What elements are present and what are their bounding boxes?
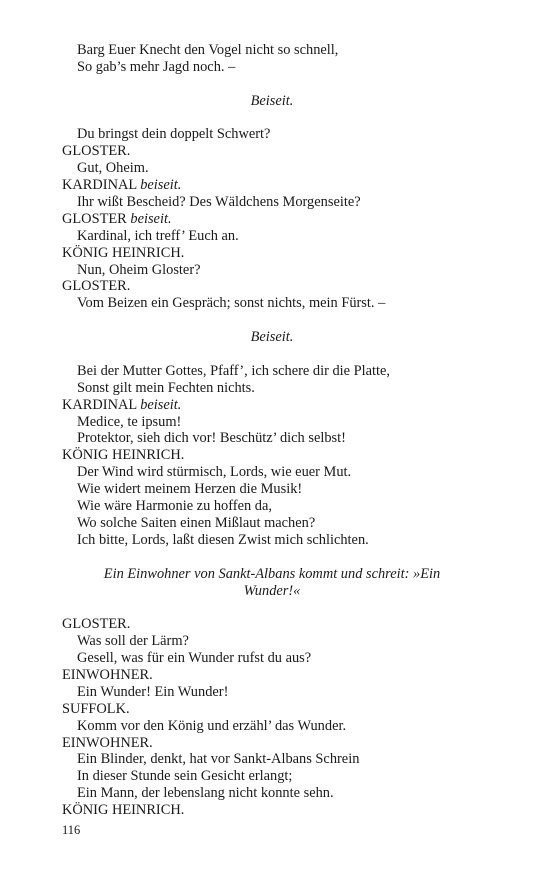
verse-line: In dieser Stunde sein Gesicht erlangt; bbox=[77, 768, 293, 785]
speaker-label: KÖNIG HEINRICH. bbox=[62, 802, 185, 819]
verse-line: Ich bitte, Lords, laßt diesen Zwist mich schlichten. bbox=[77, 531, 369, 548]
verse-line: Wie widert meinem Herzen die Musik! bbox=[77, 481, 303, 498]
blank-line bbox=[62, 599, 482, 616]
blank-line bbox=[62, 76, 482, 93]
speaker-label: KÖNIG HEINRICH. bbox=[62, 244, 185, 261]
verse-line: Ein Wunder! Ein Wunder! bbox=[77, 683, 229, 700]
speaker-label: GLOSTER bbox=[62, 210, 127, 227]
speaker-name bbox=[62, 177, 482, 194]
speaker-name bbox=[62, 735, 482, 752]
speaker-label: EINWOHNER. bbox=[62, 734, 153, 751]
blank-line bbox=[62, 346, 482, 363]
verse-line: Ein Mann, der lebenslang nicht konnte sehn. bbox=[77, 785, 334, 802]
verse-line: Barg Euer Knecht den Vogel nicht so schnell, bbox=[77, 42, 339, 58]
verse-line: Ein Blinder, denkt, hat vor Sankt-Albans Schrein bbox=[77, 751, 360, 768]
verse-line: Protektor, sieh dich vor! Beschütz’ dich selbst! bbox=[77, 430, 346, 447]
speaker-label: KARDINAL bbox=[62, 396, 137, 413]
stage-cue: beiseit. bbox=[140, 396, 182, 413]
speaker-name bbox=[62, 802, 482, 819]
speaker-label: GLOSTER. bbox=[62, 616, 131, 633]
blank-line bbox=[62, 312, 482, 329]
verse-line: So gab’s mehr Jagd noch. – bbox=[77, 58, 236, 75]
verse-line: Sonst gilt mein Fechten nichts. bbox=[77, 379, 255, 396]
speaker-label: KARDINAL bbox=[62, 177, 137, 194]
speaker-label: GLOSTER. bbox=[62, 143, 131, 160]
stage-cue: beiseit. bbox=[140, 177, 182, 194]
verse-line: Ihr wißt Bescheid? Des Wäldchens Morgenseite? bbox=[77, 194, 361, 211]
stage-direction: Beiseit. bbox=[250, 329, 294, 346]
speaker-name bbox=[62, 211, 482, 228]
speaker-name bbox=[62, 447, 482, 464]
speaker-name bbox=[62, 245, 482, 262]
page-number: 116 bbox=[62, 823, 81, 837]
verse-line: Wie wäre Harmonie zu hoffen da, bbox=[77, 498, 272, 515]
stage-direction: Ein Einwohner von Sankt-Albans kommt und schreit: »Ein Wunder!« bbox=[103, 565, 441, 599]
speaker-label: GLOSTER. bbox=[62, 278, 131, 295]
speaker-name bbox=[62, 278, 482, 295]
speaker-label: EINWOHNER. bbox=[62, 666, 153, 683]
verse-line: Der Wind wird stürmisch, Lords, wie euer Mut. bbox=[77, 464, 352, 481]
speaker-name bbox=[62, 667, 482, 684]
verse-line: Medice, te ipsum! bbox=[77, 413, 182, 430]
play-text bbox=[62, 42, 482, 819]
stage-cue: beiseit. bbox=[130, 210, 172, 227]
verse-line: Bei der Mutter Gottes, Pfaff’, ich schere dir die Platte, bbox=[77, 362, 391, 379]
speaker-name bbox=[62, 397, 482, 414]
blank-line bbox=[62, 549, 482, 566]
verse-line: Wo solche Saiten einen Mißlaut machen? bbox=[77, 514, 316, 531]
verse-line: Kardinal, ich treff’ Euch an. bbox=[77, 227, 239, 244]
verse-line: Gesell, was für ein Wunder rufst du aus? bbox=[77, 650, 312, 667]
blank-line bbox=[62, 110, 482, 127]
speaker-name bbox=[62, 143, 482, 160]
verse-line: Vom Beizen ein Gespräch; sonst nichts, mein Fürst. – bbox=[77, 295, 386, 312]
verse-line: Komm vor den König und erzähl’ das Wunder. bbox=[77, 717, 347, 734]
speaker-name bbox=[62, 616, 482, 633]
verse-line: Du bringst dein doppelt Schwert? bbox=[77, 126, 271, 143]
stage-direction: Beiseit. bbox=[250, 92, 294, 109]
verse-line: Was soll der Lärm? bbox=[77, 633, 189, 650]
verse-line: Nun, Oheim Gloster? bbox=[77, 261, 201, 278]
speaker-label: KÖNIG HEINRICH. bbox=[62, 447, 185, 464]
speaker-name bbox=[62, 701, 482, 718]
speaker-label: SUFFOLK. bbox=[62, 700, 130, 717]
verse-line: Gut, Oheim. bbox=[77, 160, 149, 177]
